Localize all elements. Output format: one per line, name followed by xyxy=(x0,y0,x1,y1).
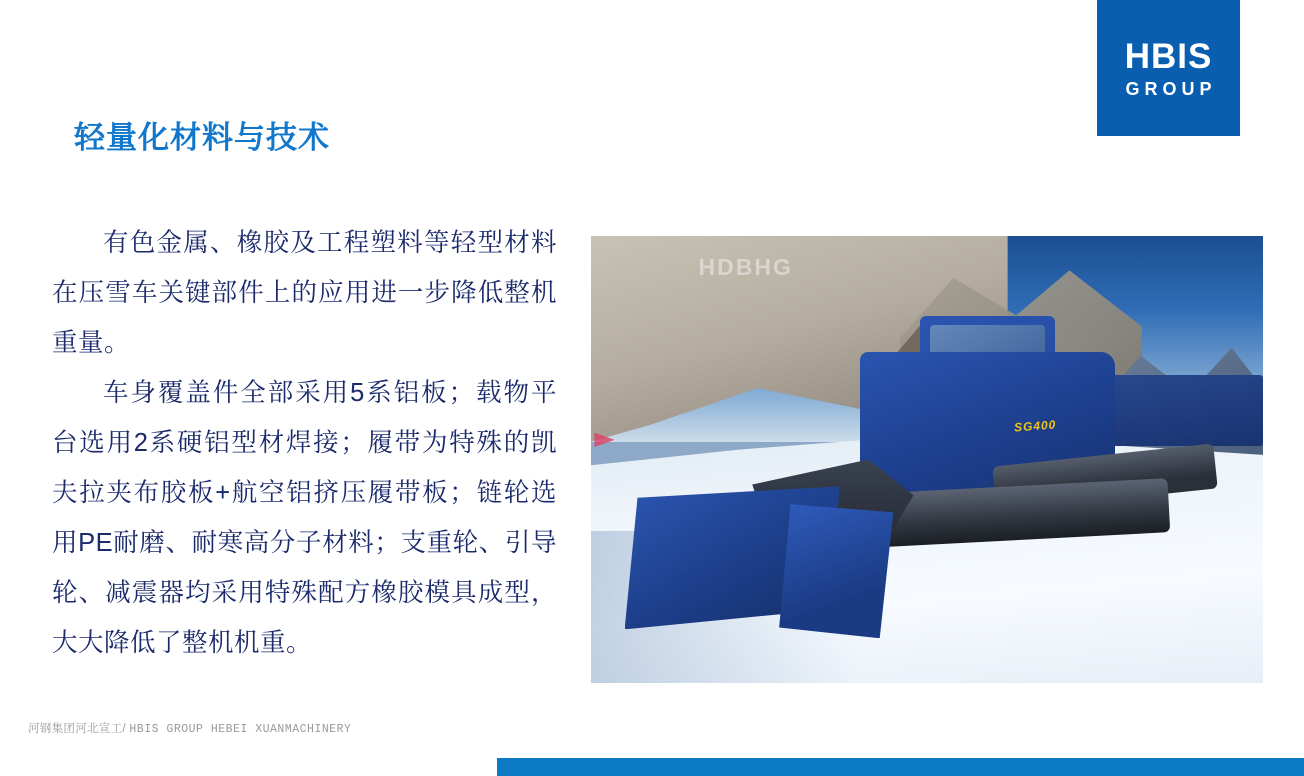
logo-primary-text: HBIS xyxy=(1124,36,1213,76)
footer-bar-left xyxy=(0,758,497,776)
photo-watermark: HDBHG xyxy=(698,253,793,280)
photo-vehicle-badge: SG400 xyxy=(1013,417,1058,435)
paragraph-2: 车身覆盖件全部采用5系铝板；载物平台选用2系硬铝型材焊接；履带为特殊的凯夫拉夹布胶板+航空铝挤压履带板；链轮选用PE耐磨、耐寒高分子材料；支重轮、引导轮、减震器均采用特殊配方橡胶模具成型，大大降低了整机机重。 xyxy=(52,379,557,657)
page-title: 轻量化材料与技术 xyxy=(74,120,330,155)
snow-groomer-photo xyxy=(591,236,1263,683)
photo-blade-right xyxy=(779,504,893,638)
footer xyxy=(28,720,351,736)
footer-cn-text: 河钢集团河北宣工/ xyxy=(28,723,126,735)
paragraph-1: 有色金属、橡胶及工程塑料等轻型材料在压雪车关键部件上的应用进一步降低整机重量。 xyxy=(52,229,557,357)
footer-bar-right xyxy=(497,758,1304,776)
hbis-logo xyxy=(1097,0,1240,136)
footer-en-text: HBIS GROUP HEBEI XUANMACHINERY xyxy=(129,723,352,736)
body-text xyxy=(52,218,557,668)
logo-secondary-text: GROUP xyxy=(1125,78,1217,99)
